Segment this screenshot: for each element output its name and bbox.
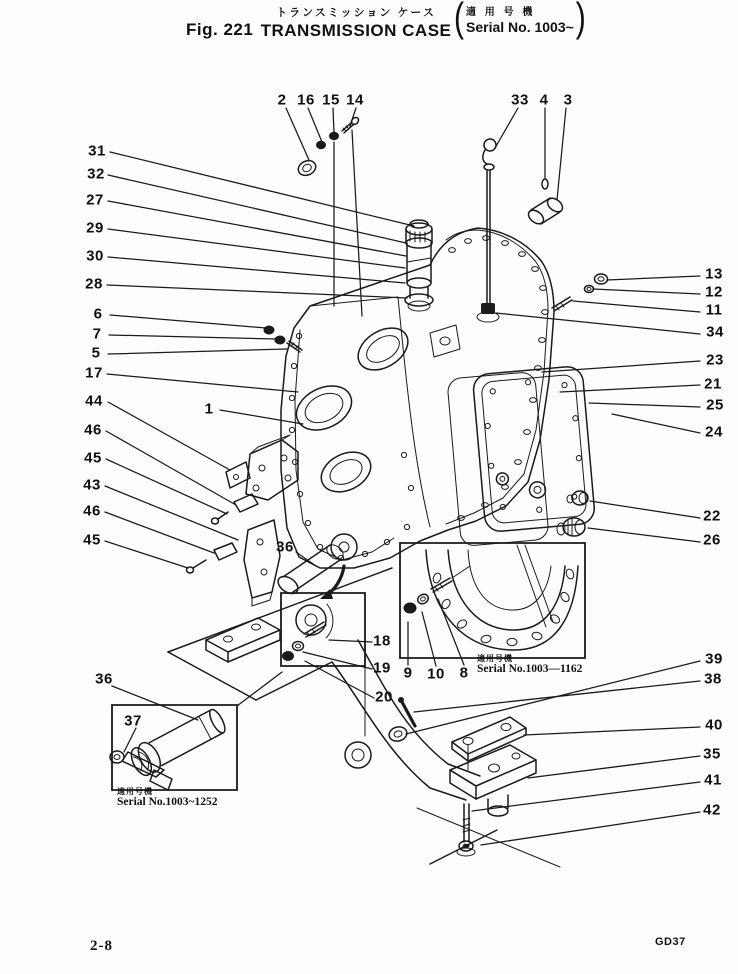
- callout-43: 43: [83, 476, 101, 494]
- callout-32: 32: [87, 165, 105, 183]
- callout-44: 44: [85, 392, 103, 410]
- open-paren: (: [454, 0, 464, 41]
- callout-28: 28: [85, 275, 103, 293]
- inset-right-caption: [477, 655, 582, 675]
- callout-23: 23: [706, 351, 724, 369]
- title-english: TRANSMISSION CASE: [260, 21, 452, 40]
- mount-block: [450, 745, 536, 816]
- callout-6: 6: [93, 305, 103, 323]
- inset-right-caption-serial: Serial No.1003—1162: [477, 663, 583, 676]
- callout-17: 17: [85, 364, 103, 382]
- callout-46: 46: [84, 421, 102, 439]
- serial-note-japanese: 適 用 号 機: [466, 7, 536, 18]
- callout-46: 46: [83, 502, 101, 520]
- inset-left-caption: [117, 788, 218, 808]
- leader-lines: [105, 108, 700, 845]
- callout-41: 41: [704, 771, 722, 789]
- clamp-lower: [187, 543, 238, 573]
- page-number: 2-8: [90, 938, 113, 954]
- callout-36: 36: [95, 670, 113, 688]
- close-paren: ): [575, 0, 586, 41]
- callout-37: 37: [124, 712, 142, 730]
- title-japanese: トランスミッション ケース: [276, 7, 436, 19]
- callout-45: 45: [84, 449, 102, 467]
- callout-3: 3: [563, 91, 573, 109]
- callout-10: 10: [427, 665, 445, 683]
- callout-34: 34: [706, 323, 724, 341]
- callout-25: 25: [706, 396, 724, 414]
- drain-plugs: [557, 491, 588, 536]
- callout-29: 29: [86, 219, 104, 237]
- callout-2: 2: [277, 91, 287, 109]
- inset-left-caption-ja: 適用号機: [117, 787, 153, 796]
- callout-8: 8: [459, 664, 469, 682]
- callout-5: 5: [91, 344, 101, 362]
- callout-18: 18: [373, 632, 391, 650]
- callout-7: 7: [92, 325, 102, 343]
- upper-bracket: [226, 435, 298, 500]
- frame-rail: [168, 568, 560, 867]
- callout-22: 22: [703, 507, 721, 525]
- clamp-upper: [212, 494, 259, 524]
- callout-39: 39: [705, 650, 723, 668]
- callout-1: 1: [204, 400, 214, 418]
- callout-30: 30: [86, 247, 104, 265]
- callout-33: 33: [511, 91, 529, 109]
- pin-and-washer: [387, 697, 415, 743]
- callout-31: 31: [88, 142, 106, 160]
- lower-bracket: [244, 520, 280, 606]
- callout-20: 20: [375, 688, 393, 706]
- right-stud-cluster: [552, 274, 608, 311]
- callout-38: 38: [704, 670, 722, 688]
- callout-36: 36: [276, 538, 294, 556]
- callout-24: 24: [705, 423, 723, 441]
- transmission-case-body: [281, 228, 554, 568]
- callout-16: 16: [297, 91, 315, 109]
- mount-bolt: [457, 804, 475, 856]
- callout-19: 19: [373, 659, 391, 677]
- callout-9: 9: [403, 664, 413, 682]
- callout-27: 27: [86, 191, 104, 209]
- callout-21: 21: [704, 375, 722, 393]
- mount-plate: [452, 717, 526, 770]
- inset-left-caption-serial: Serial No.1003~1252: [117, 796, 218, 809]
- callout-15: 15: [322, 91, 340, 109]
- callout-35: 35: [703, 745, 721, 763]
- callout-4: 4: [539, 91, 549, 109]
- callout-14: 14: [346, 91, 364, 109]
- callout-11: 11: [705, 301, 723, 319]
- frame-plate-left: [206, 618, 280, 662]
- figure-number: Fig. 221: [186, 20, 254, 39]
- callout-45: 45: [83, 531, 101, 549]
- serial-note-english: Serial No. 1003~: [466, 19, 574, 35]
- callout-12: 12: [705, 283, 723, 301]
- callout-26: 26: [703, 531, 721, 549]
- callout-13: 13: [705, 265, 723, 283]
- inset-right-box: [400, 543, 585, 658]
- callout-42: 42: [703, 801, 721, 819]
- doc-code: GD37: [655, 936, 686, 948]
- inset-right-caption-ja: 適用号機: [477, 654, 513, 663]
- callout-40: 40: [705, 716, 723, 734]
- inset-left-box: [110, 705, 237, 790]
